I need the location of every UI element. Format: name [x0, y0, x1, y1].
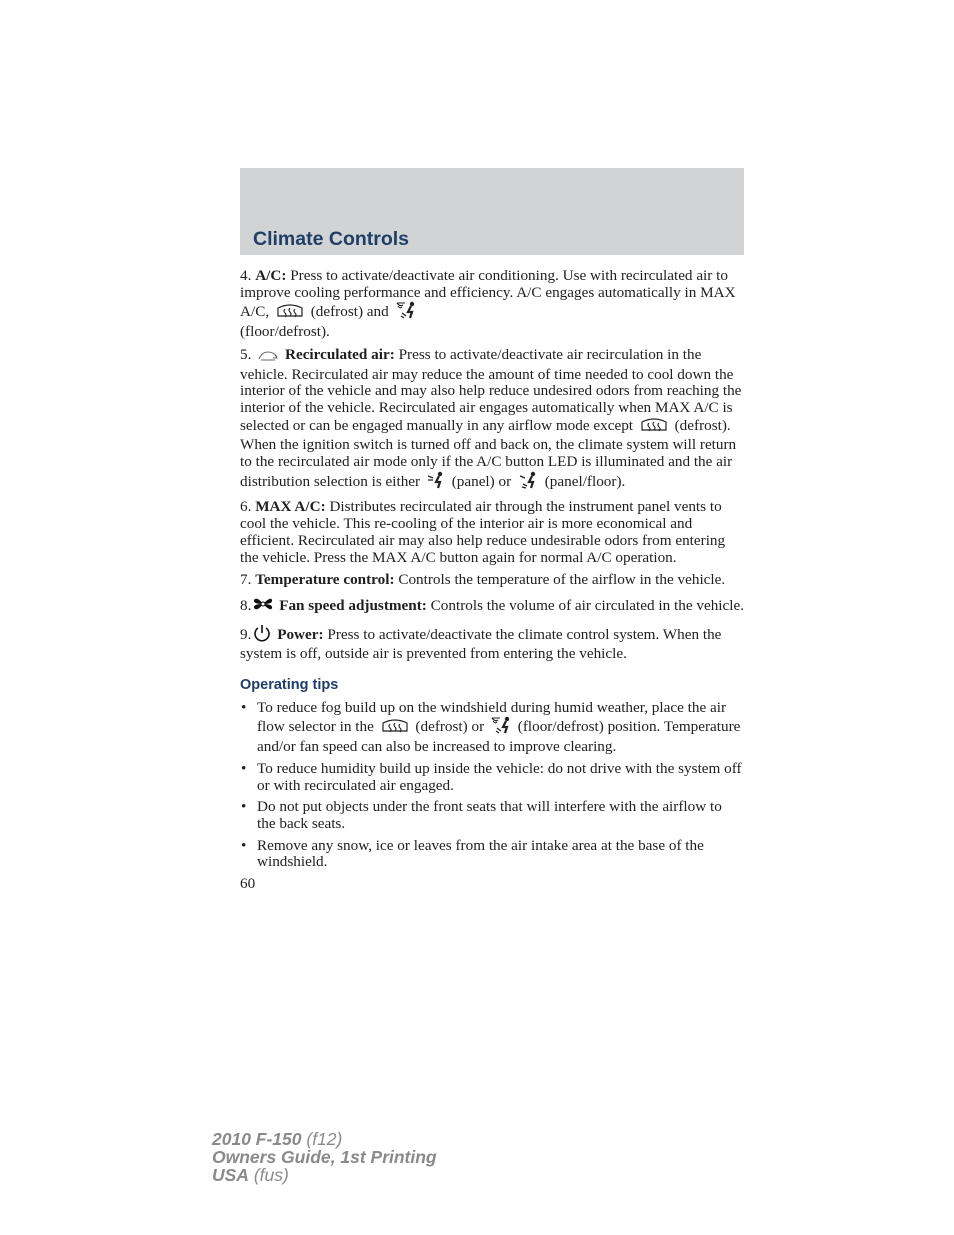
item-fan-speed	[240, 595, 744, 618]
item-label: MAX A/C:	[255, 498, 326, 516]
document-footer	[212, 1130, 437, 1184]
bullet: •	[241, 698, 247, 716]
item-text: Press to activate/deactivate the climate control system. When the system is off, outside air is prevented from entering the vehicle.	[240, 625, 722, 663]
item-label: Fan speed adjustment:	[279, 596, 427, 614]
panel-vent-icon	[426, 471, 446, 494]
power-icon	[253, 624, 271, 647]
tip-text: To reduce humidity build up inside the vehicle: do not drive with the system off or with recirculated air engaged.	[257, 759, 742, 794]
item-number: 6.	[240, 498, 252, 516]
item-text: (defrost) and	[306, 303, 393, 321]
footer-region-line	[212, 1166, 437, 1184]
tip-text: Do not put objects under the front seats that will interfere with the airflow to the back seats.	[257, 798, 722, 832]
tip-text: (defrost) or	[411, 718, 488, 736]
list-item	[240, 838, 744, 871]
item-label: Power:	[277, 625, 324, 643]
operating-tips-list	[240, 700, 744, 871]
item-text: Press to activate/deactivate air recirculation in the vehicle. Recirculated air may reduce the amount of time needed to cool down the interior of the vehicle and may also help reduce undesired odors from reaching the interior of the vehicle. Recirculated air engages automatically when MAX A/C is selected or can be engaged manually in any airflow mode except	[240, 345, 742, 434]
page-content	[240, 268, 744, 893]
item-text: Controls the temperature of the airflow in the vehicle.	[394, 571, 726, 589]
item-text: (panel/floor).	[540, 472, 626, 490]
footer-region-code: (fus)	[248, 1165, 289, 1185]
tip-text: (floor/defrost) position. Temperature and/or fan speed can also be increased to improve clearing.	[257, 718, 741, 756]
panel-floor-icon	[517, 471, 539, 494]
defrost-icon	[380, 718, 410, 739]
list-item	[240, 761, 744, 794]
tip-text: Remove any snow, ice or leaves from the air intake area at the base of the windshield.	[257, 836, 704, 871]
fan-icon	[253, 595, 273, 618]
footer-model-code: (f12)	[301, 1129, 343, 1149]
footer-region: USA	[212, 1165, 249, 1185]
bullet: •	[241, 759, 247, 777]
section-header-band	[240, 168, 744, 255]
item-number: 7.	[240, 571, 252, 589]
section-title: Climate Controls	[253, 228, 410, 250]
bullet: •	[241, 836, 247, 854]
list-item	[240, 700, 744, 756]
item-recirculated-air	[240, 347, 744, 494]
item-label: A/C:	[255, 267, 287, 284]
item-max-ac	[240, 499, 744, 566]
defrost-icon	[275, 303, 305, 324]
item-text: (floor/defrost).	[240, 323, 330, 341]
footer-model-line	[212, 1130, 437, 1148]
item-power	[240, 624, 744, 663]
recirculation-icon	[257, 350, 279, 367]
floor-defrost-icon	[395, 301, 417, 324]
footer-model: 2010 F-150	[212, 1129, 302, 1149]
footer-guide: Owners Guide, 1st Printing	[212, 1147, 437, 1167]
item-number: 4.	[240, 267, 252, 284]
item-label: Recirculated air:	[284, 345, 395, 363]
list-item	[240, 799, 744, 832]
operating-tips-heading: Operating tips	[240, 677, 339, 694]
item-text: (defrost). When the ignition switch is turned off and back on, the climate system will return to the recirculated air mode only if the A/C button LED is illuminated and the air distribution selection is either	[240, 416, 737, 490]
item-number: 5.	[240, 345, 252, 363]
item-text: (panel) or	[447, 472, 515, 490]
item-temperature-control	[240, 572, 744, 589]
page-number: 60	[240, 875, 256, 893]
item-number: 9.	[240, 625, 252, 643]
item-number: 8.	[240, 596, 252, 614]
item-text: Controls the volume of air circulated in the vehicle.	[426, 596, 745, 614]
footer-guide-line	[212, 1148, 437, 1166]
floor-defrost-icon	[490, 716, 512, 739]
item-text: Press to activate/deactivate air conditioning. Use with recirculated air to improve cooling performance and efficiency. A/C engages automatically in MAX A/C,	[240, 267, 736, 321]
item-text: Distributes recirculated air through the instrument panel vents to cool the vehicle. This re-cooling of the interior air is more economical and efficient. Recirculated air may also help reduce undesirable odors from entering the vehicle. Press the MAX A/C button again for normal A/C operation.	[240, 498, 726, 566]
tip-text: To reduce fog build up on the windshield during humid weather, place the air flow selector in the	[257, 698, 727, 736]
item-ac	[240, 268, 744, 341]
bullet: •	[241, 798, 247, 816]
item-label: Temperature control:	[255, 571, 395, 589]
defrost-icon	[639, 417, 669, 438]
